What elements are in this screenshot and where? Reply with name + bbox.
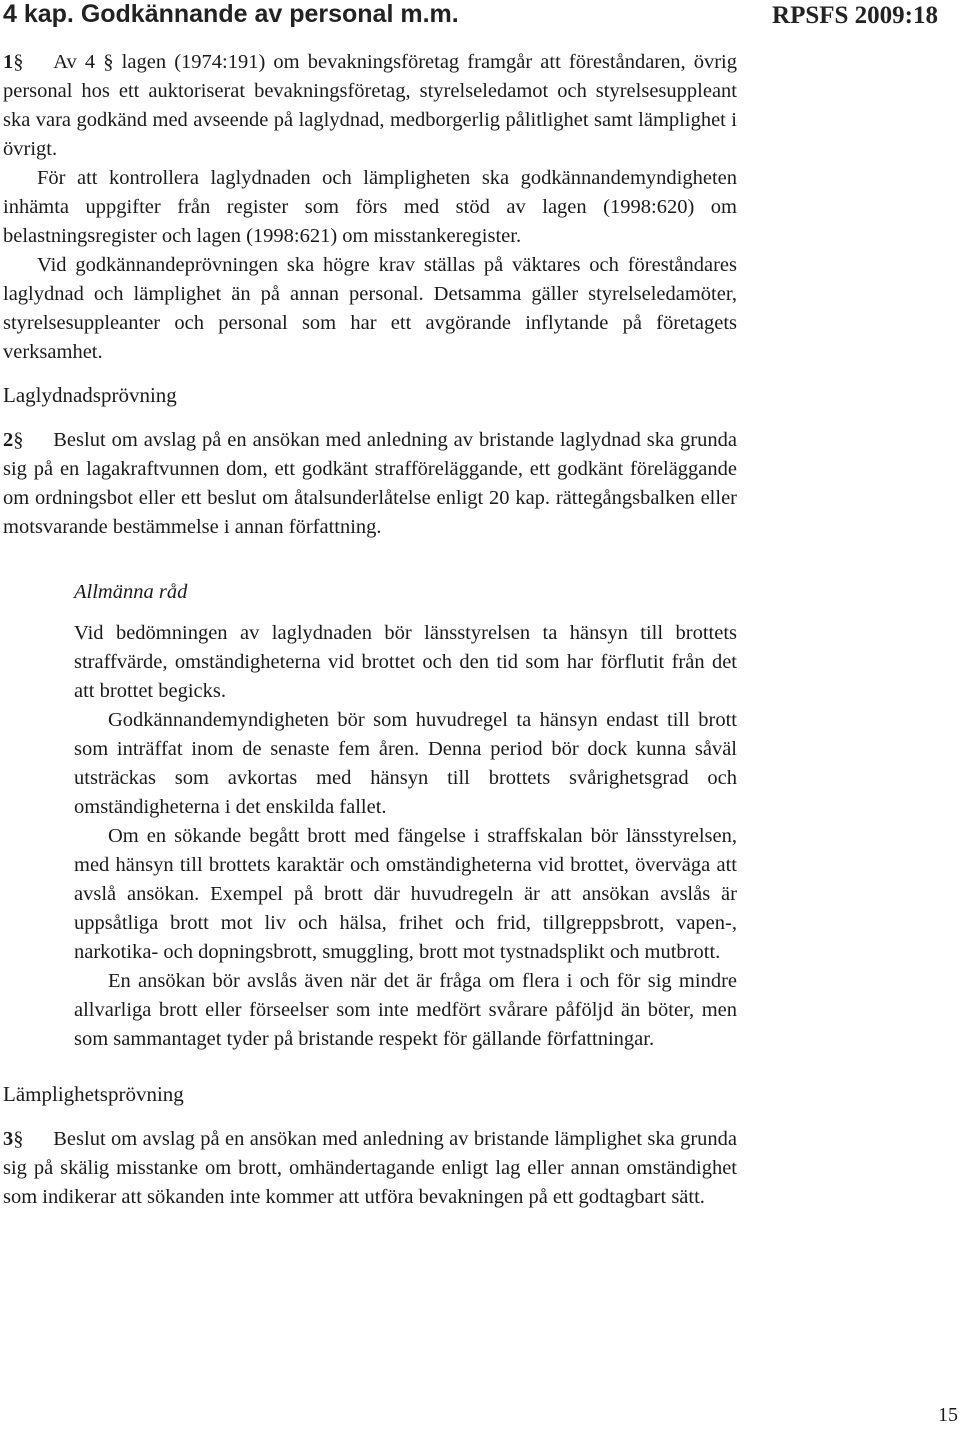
section-2-paragraph xyxy=(3,426,737,542)
heading-lamplighetsprovning: Lämplighetsprövning xyxy=(3,1082,184,1106)
section-2-number: 2 xyxy=(3,429,14,451)
section-1-paragraph-1 xyxy=(3,48,737,164)
chapter-title: 4 kap. Godkännande av personal m.m. xyxy=(3,0,459,28)
section-symbol: § xyxy=(13,1128,24,1150)
heading-laglydnadsprovning: Laglydnadsprövning xyxy=(3,383,177,407)
general-advice-title: Allmänna råd xyxy=(74,581,188,603)
section-1-text: Av 4 § lagen (1974:191) om bevakningsföretag framgår att föreståndaren, övrig personal hos ett auktoriserat bevakningsföretag, styrelseledamot och styrelsesuppleant ska vara godkänd med avseende på laglydnad, medborgerlig pålitlighet samt lämplighet i övrigt. xyxy=(3,51,737,160)
advice-paragraph-2: Godkännandemyndigheten bör som huvudregel ta hänsyn endast till brott som inträffat inom de senaste fem åren. Denna period bör dock kunna såväl utsträckas som avkortas med hänsyn till brottets svårighetsgrad och omständigheterna i det enskilda fallet. xyxy=(74,709,737,818)
section-symbol: § xyxy=(13,51,24,73)
document-body xyxy=(3,48,737,1212)
section-2-text: Beslut om avslag på en ansökan med anledning av bristande laglydnad ska grunda sig på en lagakraftvunnen dom, ett godkänt strafföreläggande, ett godkänt föreläggande om ordningsbot eller ett beslut om åtalsunderlåtelse enligt 20 kap. rättegångsbalken eller motsvarande bestämmelse i annan författning. xyxy=(3,429,737,538)
general-advice-block xyxy=(74,578,737,1054)
section-1-number: 1 xyxy=(3,51,14,73)
document-code: RPSFS 2009:18 xyxy=(772,2,938,29)
page-number: 15 xyxy=(938,1404,958,1426)
section-1-paragraph-2: För att kontrollera laglydnaden och lämpligheten ska godkännandemyndigheten inhämta uppgifter från register som förs med stöd av lagen (1998:620) om belastningsregister och lagen (1998:621) om misstankeregister. xyxy=(3,167,737,247)
section-3-text: Beslut om avslag på en ansökan med anledning av bristande lämplighet ska grunda sig på skälig misstanke om brott, omhändertagande enligt lag eller annan omständighet som indikerar att sökanden inte kommer att utföra bevakningen på ett godtagbart sätt. xyxy=(3,1128,737,1208)
section-3-number: 3 xyxy=(3,1128,14,1150)
advice-paragraph-4: En ansökan bör avslås även när det är fråga om flera i och för sig mindre allvarliga brott eller förseelser som inte medfört svårare påföljd än böter, men som sammantaget tyder på bristande respekt för gällande författningar. xyxy=(74,970,737,1050)
section-3-paragraph xyxy=(3,1125,737,1212)
advice-paragraph-1: Vid bedömningen av laglydnaden bör länsstyrelsen ta hänsyn till brottets straffvärde, omständigheterna vid brottet och den tid som har förflutit från det att brottet begicks. xyxy=(74,622,737,702)
section-symbol: § xyxy=(13,429,24,451)
section-1-paragraph-3: Vid godkännandeprövningen ska högre krav ställas på väktares och föreståndares laglydnad och lämplighet än på annan personal. Detsamma gäller styrelseledamöter, styrelsesuppleanter och personal som har ett avgörande inflytande på företagets verksamhet. xyxy=(3,254,737,363)
advice-paragraph-3: Om en sökande begått brott med fängelse i straffskalan bör länsstyrelsen, med hänsyn till brottets karaktär och omständigheterna vid brottet, överväga att avslå ansökan. Exempel på brott där huvudregeln är att ansökan avslås är uppsåtliga brott mot liv och hälsa, frihet och frid, tillgreppsbrott, vapen-, narkotika- och dopningsbrott, smuggling, brott mot tystnadsplikt och mutbrott. xyxy=(74,825,737,963)
